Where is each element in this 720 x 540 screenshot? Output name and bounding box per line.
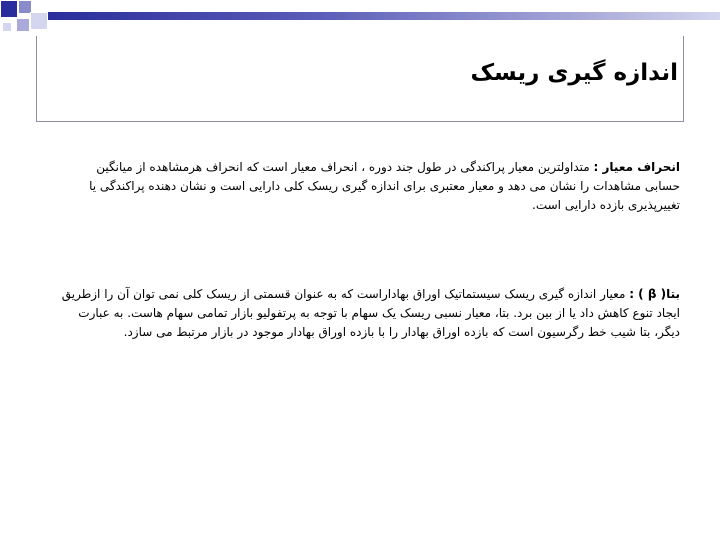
paragraph-beta bbox=[50, 285, 680, 342]
decor-square bbox=[16, 18, 30, 32]
definition-std-deviation: متداولترین معیار پراکندگی در طول جند دوره ، انحراف معیار است که انحراف هرمشاهده از میانگین حسابی مشاهدات را نشان می دهد و معیار معتبری برای اندازه گیری ریسک کلی دارایی است و نشان دهنده پراکندگی یا تغییرپذیری بازده دارایی است. bbox=[89, 160, 680, 212]
term-std-deviation: انحراف معیار : bbox=[593, 160, 680, 174]
header-gradient-band bbox=[48, 12, 720, 20]
term-beta: بتا( β ) : bbox=[629, 287, 680, 301]
definition-beta: معیار اندازه گیری ریسک سیستماتیک اوراق بهاداراست که به عنوان قسمتی از ریسک کلی نمی توان آن را ازطریق ایجاد تنوع کاهش داد یا از بین برد. بتا، معیار نسبی ریسک یک سهام با توجه به پرتفولیو بازار تمامی سهام هاست. به عبارت دیگر، بتا شیب خط رگرسیون است که بازده اوراق بهادار را با بازده اوراق بهادار موجود در بازار مرتبط می سازد. bbox=[61, 287, 680, 339]
decor-square bbox=[0, 0, 18, 18]
paragraph-std-deviation bbox=[60, 158, 680, 215]
decor-square bbox=[2, 22, 12, 32]
decor-square bbox=[30, 12, 48, 30]
slide-title: اندازه گیری ریسک bbox=[470, 60, 678, 86]
